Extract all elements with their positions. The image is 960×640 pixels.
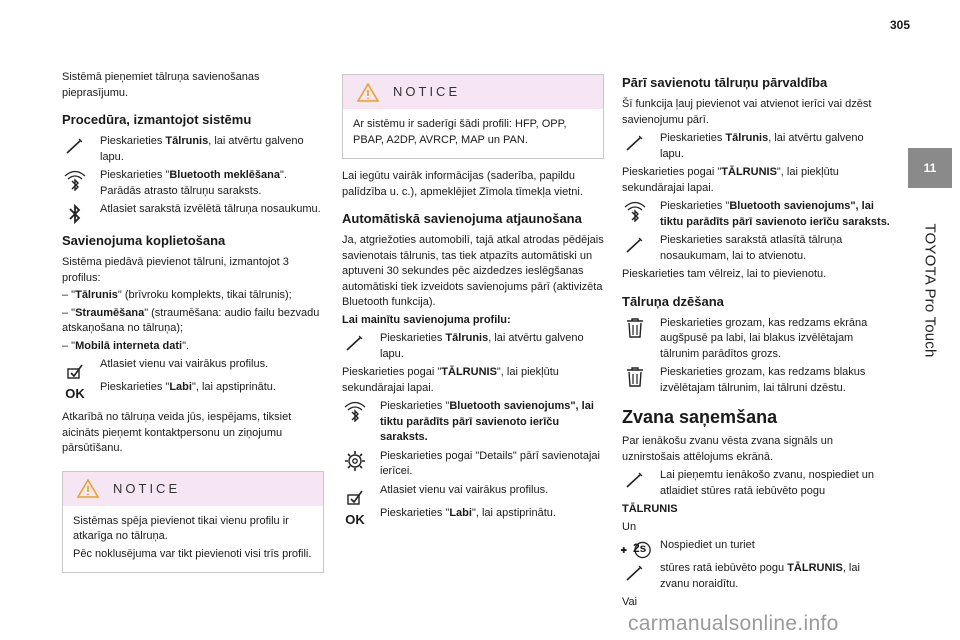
profile-streaming: – "Straumēšana" (straumēšana: audio failu bezvadu atskaņošana no tālruņa); xyxy=(62,306,320,334)
heading-delete-phone: Tālruņa dzēšana xyxy=(622,293,724,309)
notice-text-1: Sistēmas spēja pievienot tikai vienu profilu ir atkarīga no tālruņa. xyxy=(73,514,289,542)
column-3 xyxy=(622,70,890,613)
warning-icon xyxy=(77,479,99,498)
depend-text: Atkarībā no tālruņa veida jūs, iespējams, tiksiet aicināts pieņemt kontaktpersonu un ziņojumu pārsūtīšanu. xyxy=(62,411,292,454)
phone-button-label: TĀLRUNIS xyxy=(622,503,678,515)
page-number: 305 xyxy=(889,18,911,32)
step-confirm-ok: OK Pieskarieties "Labi", lai apstiprinātu. xyxy=(342,506,604,526)
touch-icon xyxy=(622,234,648,256)
bluetooth-search-icon xyxy=(62,169,88,191)
intro-text: Sistēmā pieņemiet tālruņa savienošanas pieprasījumu. xyxy=(62,71,260,99)
step-phone-main: Pieskarieties Tālrunis, lai atvērtu galveno lapu. xyxy=(62,134,324,165)
reconnect-text: Pieskarieties tam vēlreiz, lai to pievienotu. xyxy=(622,268,827,280)
change-profile-label: Lai mainītu savienojuma profilu: xyxy=(342,313,511,326)
auto-reconnect-text: Ja, atgriežoties automobilī, tajā atkal atrodas pēdējais savienotais tālrunis, tas tiek atpazīts automātiski un aptuveni 30 sekundes pēc aizdedzes ieslēgšanas automātiski tiek izveidots savienojums pārī (aktivizēta Bluetooth funkcija). xyxy=(342,234,604,308)
call-intro: Par ienākošu zvanu vēsta zvana signāls un uznirstošais attēlojums ekrānā. xyxy=(622,435,833,463)
chapter-title-text: TOYOTA Pro Touch xyxy=(921,222,939,358)
sharing-intro: Sistēma piedāvā pievienot tālruni, izmantojot 3 profilus: xyxy=(62,256,289,284)
press-hold-2s-icon xyxy=(620,539,652,561)
notice-header xyxy=(63,472,323,506)
step-phone-main: Pieskarieties Tālrunis, lai atvērtu galveno lapu. xyxy=(342,331,604,362)
step-select-profiles: Atlasiet vienu vai vairākus profilus. xyxy=(62,357,324,377)
step-show-trash: Pieskarieties grozam, kas redzams ekrāna augšpusē pa labi, lai blakus izvēlētajam tālrunim parādītos grozs. xyxy=(622,316,890,363)
notice-title: NOTICE xyxy=(393,84,461,100)
heading-sharing: Savienojuma koplietošana xyxy=(62,233,226,248)
chapter-tab: 11 xyxy=(908,148,952,188)
step-bluetooth-connection: Pieskarieties "Bluetooth savienojums", lai tiktu parādīts pārī savienoto ierīču saraksts. xyxy=(622,199,890,230)
ok-icon: OK xyxy=(65,386,85,402)
step-press-hold: 2s Nospiediet un turiet xyxy=(622,538,890,558)
heading-procedure: Procedūra, izmantojot sistēmu xyxy=(62,112,252,127)
press-phone-text: Pieskarieties pogai "TĀLRUNIS", lai piekļūtu sekundārajai lapai. xyxy=(622,166,839,194)
chapter-title xyxy=(902,200,958,380)
trash-icon xyxy=(622,366,648,388)
step-select-profiles: Atlasiet vienu vai vairākus profilus. xyxy=(342,483,604,503)
ok-icon: OK xyxy=(345,511,365,527)
more-info-text: Lai iegūtu vairāk informācijas (saderība, papildu palīdzība u. c.), apmeklējiet Zīmola tīmekļa vietni. xyxy=(342,170,583,198)
notice-box-2 xyxy=(342,74,604,159)
warning-icon xyxy=(357,83,379,102)
column-1 xyxy=(62,70,324,577)
bluetooth-search-icon xyxy=(622,200,648,222)
gear-icon xyxy=(342,450,368,472)
profile-phone: – "Tālrunis" (brīvroku komplekts, tikai tālrunis); xyxy=(62,289,292,301)
notice-text: Ar sistēmu ir saderīgi šādi profili: HFP, OPP, PBAP, A2DP, AVRCP, MAP un PAN. xyxy=(353,118,567,146)
step-confirm-ok: OK Pieskarieties "Labi", lai apstiprinātu. xyxy=(62,380,324,400)
bluetooth-icon xyxy=(62,203,88,225)
notice-body xyxy=(63,506,323,573)
heading-manage-phones: Pārī savienotu tālruņu pārvaldība xyxy=(622,75,828,90)
touch-icon xyxy=(62,135,88,157)
trash-icon xyxy=(622,317,648,339)
notice-body xyxy=(343,109,603,158)
notice-title: NOTICE xyxy=(113,480,181,496)
step-select-phone: Atlasiet sarakstā izvēlētā tālruņa nosaukumu. xyxy=(62,202,324,222)
step-phone-main: Pieskarieties Tālrunis, lai atvērtu galveno lapu. xyxy=(622,131,890,162)
badge-2s: 2s xyxy=(633,541,647,555)
step-bluetooth-connection: Pieskarieties "Bluetooth savienojums", lai tiktu parādīts pārī savienoto ierīču saraksts. xyxy=(342,399,604,446)
step-bluetooth-search: Pieskarieties "Bluetooth meklēšana". Parādās atrasto tālruņu saraksts. xyxy=(62,168,324,199)
or-text: Un xyxy=(622,520,637,533)
step-details: Pieskarieties pogai "Details" pārī savienotajai ierīcei. xyxy=(342,449,604,480)
step-reject-call: stūres ratā iebūvēto pogu TĀLRUNIS, lai zvanu noraidītu. xyxy=(622,561,890,592)
touch-icon xyxy=(622,562,648,584)
bluetooth-search-icon xyxy=(342,400,368,422)
notice-text-2: Pēc noklusējuma var tikt pievienoti visi trīs profili. xyxy=(73,547,312,560)
profile-mobile-data: – "Mobilā interneta dati". xyxy=(62,339,190,352)
manage-intro: Šī funkcija ļauj pievienot vai atvienot ierīci vai dzēst savienojumu pārī. xyxy=(622,98,872,126)
notice-box-1 xyxy=(62,471,324,574)
or-text: Vai xyxy=(622,596,638,608)
touch-icon xyxy=(622,469,648,491)
step-disconnect: Pieskarieties sarakstā atlasītā tālruņa nosaukumam, lai to atvienotu. xyxy=(622,233,890,264)
touch-icon xyxy=(342,332,368,354)
heading-auto-reconnect: Automātiskā savienojuma atjaunošana xyxy=(342,211,582,226)
watermark: carmanualsonline.info xyxy=(628,612,839,635)
column-2 xyxy=(342,70,604,529)
touch-icon xyxy=(622,132,648,154)
step-accept-call: Lai pieņemtu ienākošo zvanu, nospiediet un atlaidiet stūres ratā iebūvēto pogu xyxy=(622,468,890,499)
heading-receive-call: Zvana saņemšana xyxy=(622,407,778,427)
step-delete: Pieskarieties grozam, kas redzams blakus izvēlētajam tālrunim, lai tālruni dzēstu. xyxy=(622,365,890,396)
press-phone-text: Pieskarieties pogai "TĀLRUNIS", lai piekļūtu sekundārajai lapai. xyxy=(342,366,559,394)
notice-header xyxy=(343,75,603,109)
